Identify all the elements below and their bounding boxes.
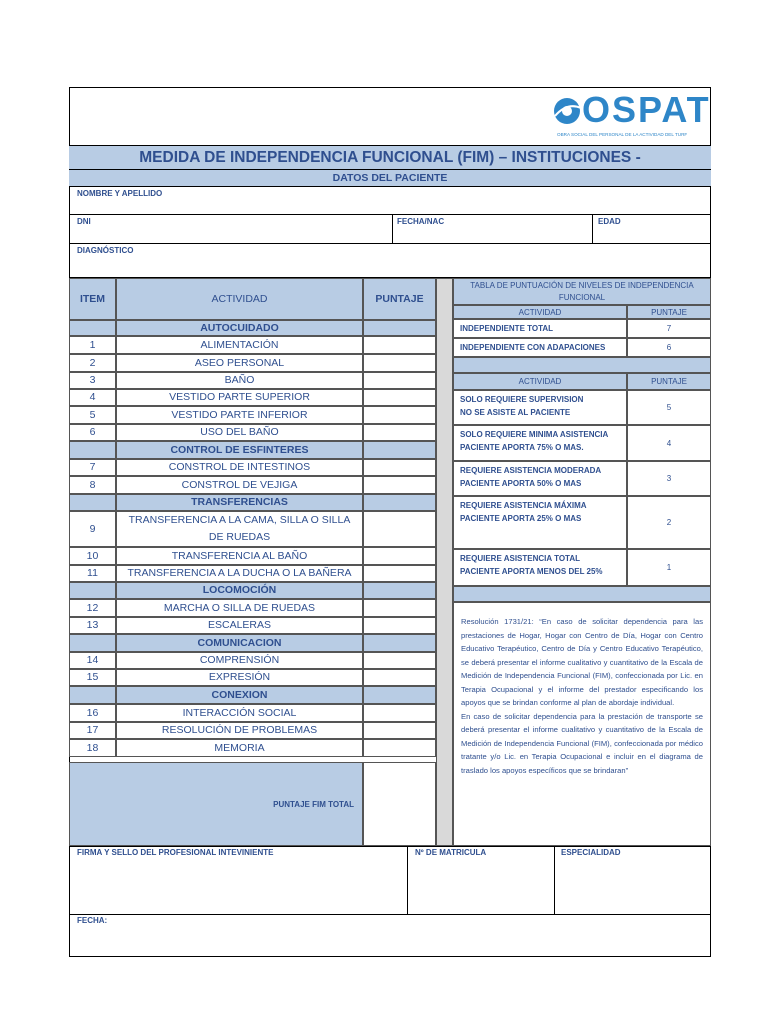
activity-name: EXPRESIÓN [116,669,363,686]
activity-name: ASEO PERSONAL [116,354,363,372]
logo-name: OSPAT [582,89,711,130]
activity-name: VESTIDO PARTE SUPERIOR [116,389,363,406]
fim-total-label: PUNTAJE FIM TOTAL [69,762,363,846]
score-input[interactable] [363,336,436,354]
levels-col-score-2: PUNTAJE [627,373,711,390]
activity-name: INTERACCIÓN SOCIAL [116,704,363,722]
levels-col-activity: ACTIVIDAD [453,305,627,319]
activity-name: MARCHA O SILLA DE RUEDAS [116,599,363,617]
item-number: 6 [69,424,116,441]
score-input[interactable] [363,354,436,372]
score-input[interactable] [363,704,436,722]
score-input[interactable] [363,547,436,565]
dob-label: FECHA/NAC [397,217,445,226]
score-input[interactable] [363,669,436,686]
col-score-header: PUNTAJE [363,278,436,320]
item-number: 18 [69,739,116,757]
section-item-cell [69,494,116,511]
date-field[interactable] [69,915,711,957]
level-row-6: INDEPENDIENTE CON ADAPACIONES [453,338,627,357]
section-item-cell [69,441,116,459]
level-score: 2 [627,496,711,549]
item-number: 3 [69,372,116,389]
levels-col-score: PUNTAJE [627,305,711,319]
item-number: 5 [69,406,116,424]
section-item-cell [69,634,116,652]
level-description: SOLO REQUIERE SUPERVISION NO SE ASISTE AL PACIENTE [453,390,627,425]
section-score-cell [363,320,436,336]
name-field[interactable] [69,187,711,215]
score-input[interactable] [363,739,436,757]
section-score-cell [363,634,436,652]
level-score: 1 [627,549,711,586]
score-input[interactable] [363,617,436,634]
item-number: 2 [69,354,116,372]
activity-name: MEMORIA [116,739,363,757]
signature-field[interactable] [69,846,408,915]
specialty-label: ESPECIALIDAD [561,848,621,857]
license-label: Nº DE MATRICULA [415,848,487,857]
activity-name: VESTIDO PARTE INFERIOR [116,406,363,424]
score-input[interactable] [363,372,436,389]
score-input[interactable] [363,652,436,669]
score-input[interactable] [363,476,436,494]
score-input[interactable] [363,722,436,739]
item-number: 15 [69,669,116,686]
col-item-header: ITEM [69,278,116,320]
score-input[interactable] [363,424,436,441]
section-item-cell [69,320,116,336]
resolution-paragraph-1: Resolución 1731/21: “En caso de solicitar dependencia para las prestaciones de Hogar, Hogar con Centro de Día, Hogar con Centro Educativo Terapéutico, Centro de Día y Centro Educativo Terapéutico, se deberá presentar el informe cualitativo y cuantitativo de la Escala de Medición de Independencia Funcional (FIM), confeccionada por Lic. en Terapia Ocupacional y el informe del prestador especificando los apoyos que se brindan conforme al plan de abordaje individual. [461,617,703,707]
level-score-7: 7 [627,319,711,338]
section-heading: COMUNICACION [116,634,363,652]
col-activity-header: ACTIVIDAD [116,278,363,320]
name-label: NOMBRE Y APELLIDO [77,189,163,198]
specialty-field[interactable] [555,846,711,915]
activity-name: ALIMENTACIÓN [116,336,363,354]
level-description: REQUIERE ASISTENCIA MODERADA PACIENTE APORTA 50% O MAS [453,461,627,496]
age-label: EDAD [598,217,621,226]
item-number: 11 [69,565,116,582]
section-heading: LOCOMOCIÓN [116,582,363,599]
item-number: 17 [69,722,116,739]
item-number: 7 [69,459,116,476]
section-score-cell [363,686,436,704]
item-number: 14 [69,652,116,669]
section-heading: TRANSFERENCIAS [116,494,363,511]
activity-name: BAÑO [116,372,363,389]
diagnosis-label: DIAGNÓSTICO [77,246,134,255]
activity-name: TRANSFERENCIA A LA CAMA, SILLA O SILLA DE RUEDAS [116,511,363,547]
diagnosis-field[interactable] [69,244,711,278]
dni-label: DNI [77,217,91,226]
resolution-text-box [453,602,711,846]
activity-name: CONSTROL DE VEJIGA [116,476,363,494]
date-label: FECHA: [77,916,108,925]
age-field[interactable] [593,215,711,244]
item-number: 9 [69,511,116,547]
section-score-cell [363,494,436,511]
section-item-cell [69,686,116,704]
level-score-6: 6 [627,338,711,357]
dni-field[interactable] [69,215,393,244]
level-description: REQUIERE ASISTENCIA TOTAL PACIENTE APORTA MENOS DEL 25% [453,549,627,586]
score-input[interactable] [363,565,436,582]
item-number: 13 [69,617,116,634]
activity-name: RESOLUCIÓN DE PROBLEMAS [116,722,363,739]
activity-name: COMPRENSIÓN [116,652,363,669]
logo-tagline: OBRA SOCIAL DEL PERSONAL DE LA ACTIVIDAD DEL TURF [557,132,688,137]
level-description: REQUIERE ASISTENCIA MÁXIMA PACIENTE APORTA 25% O MAS [453,496,627,549]
patient-section-heading: DATOS DEL PACIENTE [69,170,711,187]
level-score: 3 [627,461,711,496]
item-number: 8 [69,476,116,494]
resolution-paragraph-2: En caso de solicitar dependencia para la prestación de transporte se deberá presentar el informe cualitativo y cuantitativo de la Escala de Medición de Independencia Funcional (FIM), confeccionada por médico tratante y/o Lic. en Terapia Ocupacional e incluir en el diagrama de traslado los apoyos específicos que se brindaran” [461,711,703,775]
score-input[interactable] [363,406,436,424]
activity-name: TRANSFERENCIA AL BAÑO [116,547,363,565]
fim-total-value[interactable] [363,762,436,846]
activity-name: TRANSFERENCIA A LA DUCHA O LA BAÑERA [116,565,363,582]
section-score-cell [363,441,436,459]
section-heading: CONEXION [116,686,363,704]
item-number: 10 [69,547,116,565]
item-number: 1 [69,336,116,354]
levels-col-activity-2: ACTIVIDAD [453,373,627,390]
score-input[interactable] [363,459,436,476]
level-score: 4 [627,425,711,461]
item-number: 16 [69,704,116,722]
section-item-cell [69,582,116,599]
license-field[interactable] [408,846,555,915]
levels-title: TABLA DE PUNTUACIÓN DE NIVELES DE INDEPENDENCIA FUNCIONAL [453,278,711,305]
page-title: MEDIDA DE INDEPENDENCIA FUNCIONAL (FIM) – INSTITUCIONES - [69,145,711,170]
score-input[interactable] [363,389,436,406]
level-description: SOLO REQUIERE MINIMA ASISTENCIA PACIENTE APORTA 75% O MAS. [453,425,627,461]
level-score: 5 [627,390,711,425]
column-separator [436,278,453,846]
score-input[interactable] [363,511,436,547]
activity-name: USO DEL BAÑO [116,424,363,441]
item-number: 4 [69,389,116,406]
activity-name: CONSTROL DE INTESTINOS [116,459,363,476]
score-input[interactable] [363,599,436,617]
resolution-spacer [453,586,711,602]
section-heading: CONTROL DE ESFINTERES [116,441,363,459]
section-heading: AUTOCUIDADO [116,320,363,336]
signature-label: FIRMA Y SELLO DEL PROFESIONAL INTEVINIENTE [77,848,274,857]
section-score-cell [363,582,436,599]
activity-name: ESCALERAS [116,617,363,634]
levels-spacer [453,357,711,373]
level-row-7: INDEPENDIENTE TOTAL [453,319,627,338]
dob-field[interactable] [393,215,593,244]
item-number: 12 [69,599,116,617]
